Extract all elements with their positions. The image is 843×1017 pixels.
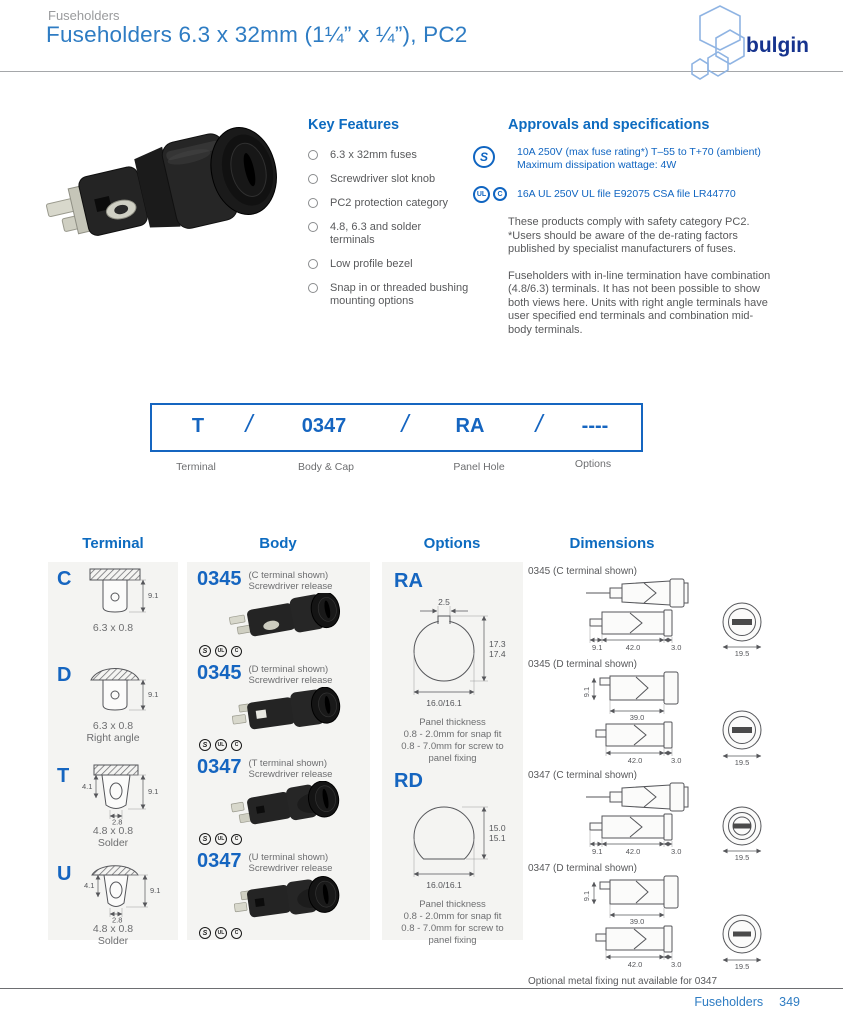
semko-icon: S	[473, 146, 495, 168]
ul-icon: UL	[215, 739, 227, 751]
dim-body: 42.0	[627, 960, 643, 969]
semko-icon: S	[199, 645, 211, 657]
approval-row-semko	[473, 146, 775, 172]
panel-hole-drawing-rd	[392, 795, 514, 895]
option-item-rd	[382, 762, 523, 947]
dim-bezel: 3.0	[671, 643, 682, 652]
approvals-section	[473, 117, 775, 337]
ul-icon: UL	[215, 645, 227, 657]
dimension-drawing	[556, 670, 796, 768]
terminal-panel	[48, 562, 178, 947]
approvals-paragraph: These products comply with safety category PC2. *Users should be aware of the de-rating factors published by specialist manufacturers of fuses.	[508, 216, 750, 255]
dimension-item-0347-c	[528, 770, 835, 861]
feature-text: Low profile bezel	[330, 258, 413, 270]
dim-height-max: 17.3	[488, 639, 506, 649]
bulgin-logo	[672, 4, 832, 90]
column-heading-options: Options	[423, 535, 481, 552]
dimensions-footnote: Optional metal fixing nut available for 0347	[528, 976, 718, 987]
approval-iconbox	[473, 185, 508, 203]
csa-icon: C	[493, 187, 507, 201]
note-line: 0.8 - 7.0mm for screw to	[401, 923, 504, 934]
feature-bullet-icon	[308, 259, 318, 269]
body-note: (C terminal shown)	[248, 570, 329, 581]
feature-bullet-icon	[308, 174, 318, 184]
terminal-size: 4.8 x 0.8	[92, 825, 134, 837]
part-number-label-panel-hole: Panel Hole	[453, 461, 505, 473]
csa-icon: C	[231, 834, 242, 845]
dimension-drawing	[556, 577, 796, 657]
product-photo	[18, 105, 303, 295]
body-code: 0347	[197, 756, 242, 778]
semko-icon: S	[199, 739, 211, 751]
body-product-photo	[218, 875, 350, 923]
dim-tab: 9.1	[582, 686, 591, 698]
terminal-size: 4.8 x 0.8	[92, 923, 134, 935]
key-features-heading: Key Features	[308, 117, 400, 133]
dim-height-min: 15.1	[488, 833, 506, 843]
terminal-code: C	[57, 568, 72, 590]
body-note: (D terminal shown)	[248, 664, 329, 675]
dim-length: 9.1	[148, 787, 159, 796]
csa-icon: C	[231, 740, 242, 751]
brand-name: bulgin	[746, 34, 809, 57]
dim-tab: 9.1	[592, 847, 603, 856]
csa-icon: C	[231, 646, 242, 657]
approvals-heading: Approvals and specifications	[508, 117, 710, 133]
dimension-item-0345-c	[528, 566, 835, 657]
dim-length: 9.1	[150, 886, 161, 895]
body-panel	[187, 562, 370, 940]
body-note-block	[249, 664, 333, 686]
option-item-ra	[382, 562, 523, 762]
ul-icon: UL	[473, 186, 490, 203]
feature-bullet-icon	[308, 222, 318, 232]
column-heading-dimensions: Dimensions	[569, 535, 655, 552]
note-line: 0.8 - 2.0mm for snap fit	[403, 729, 502, 740]
dim-width: 16.0/16.1	[425, 698, 462, 708]
dimension-item-0345-d	[528, 659, 835, 768]
part-number-separator: /	[401, 410, 409, 438]
dim-bezel: 3.0	[671, 847, 682, 856]
note-line: panel fixing	[428, 935, 477, 946]
footer	[694, 995, 800, 1009]
option-code: RA	[394, 570, 423, 592]
dimension-drawing	[556, 874, 796, 972]
spec-line: 16A UL 250V UL file E92075 CSA file LR44770	[517, 188, 736, 200]
feature-bullet-icon	[308, 198, 318, 208]
dim-bezel: 3.0	[671, 756, 682, 765]
part-number-separator: /	[245, 410, 253, 438]
feature-text: Screwdriver slot knob	[330, 173, 436, 185]
body-item-0345-d	[187, 656, 370, 750]
page-title: Fuseholders 6.3 x 32mm (1¼” x ¼”), PC2	[46, 22, 468, 47]
feature-bullet-icon	[308, 150, 318, 160]
body-product-photo	[218, 781, 350, 829]
body-item-0347-u	[187, 844, 370, 938]
terminal-item-d	[48, 660, 178, 759]
dim-body: 42.0	[625, 847, 641, 856]
feature-text: PC2 protection category	[330, 197, 449, 209]
terminal-drawing-t	[70, 761, 180, 825]
panel-thickness-note	[382, 899, 523, 947]
option-code: RD	[394, 770, 423, 792]
body-item-0345-c	[187, 562, 370, 656]
body-release: Screwdriver release	[248, 769, 333, 780]
dim-diameter: 19.5	[734, 758, 750, 767]
note-line: panel fixing	[428, 753, 477, 764]
dim-height-max: 15.0	[488, 823, 506, 833]
note-line: Panel thickness	[419, 717, 486, 728]
dim-length: 9.1	[148, 591, 159, 600]
terminal-item-t	[48, 761, 178, 857]
dimension-drawing	[556, 781, 796, 861]
dimension-label: 0347 (D terminal shown)	[528, 863, 637, 874]
part-number-label-options: Options	[574, 458, 612, 470]
terminal-drawing-d	[74, 660, 178, 720]
dim-shank: 4.1	[84, 881, 95, 890]
dim-body: 42.0	[627, 756, 643, 765]
dim-bezel: 3.0	[671, 960, 682, 969]
dim-shank: 4.1	[82, 782, 93, 791]
bulgin-hexagons-icon	[692, 6, 744, 79]
terminal-style: Solder	[97, 935, 129, 947]
approval-iconbox	[473, 146, 508, 168]
options-panel	[382, 562, 523, 946]
dim-body: 42.0	[625, 643, 641, 652]
dim-diameter: 19.5	[734, 853, 750, 861]
dim-length: 9.1	[148, 690, 159, 699]
spec-line: Maximum dissipation wattage: 4W	[517, 159, 677, 171]
column-heading-body: Body	[259, 535, 297, 552]
dim-height-min: 17.4	[488, 649, 506, 659]
part-number-label-terminal: Terminal	[176, 461, 216, 473]
spec-line: 10A 250V (max fuse rating*) T–55 to T+70 (ambient)	[517, 146, 761, 158]
body-code: 0345	[197, 662, 242, 684]
dimension-label: 0347 (C terminal shown)	[528, 770, 637, 781]
dimension-label: 0345 (C terminal shown)	[528, 566, 637, 577]
body-code: 0345	[197, 568, 242, 590]
part-number-terminal: T	[191, 415, 205, 437]
panel-thickness-note	[382, 717, 523, 765]
feature-text: 6.3 x 32mm fuses	[330, 149, 417, 161]
semko-icon: S	[199, 927, 211, 939]
body-product-photo	[218, 593, 350, 641]
part-number-body: 0347	[301, 415, 347, 437]
terminal-style: Right angle	[86, 732, 140, 744]
terminal-code: T	[57, 765, 70, 787]
dim-tab: 9.1	[592, 643, 603, 652]
terminal-drawing-c	[74, 564, 178, 622]
body-approval-icons	[199, 927, 370, 939]
body-release: Screwdriver release	[248, 675, 333, 686]
note-line: Panel thickness	[419, 899, 486, 910]
terminal-code: D	[57, 664, 72, 686]
csa-icon: C	[231, 928, 242, 939]
feature-text: 4.8, 6.3 and solder terminals	[330, 221, 422, 246]
terminal-style: Solder	[97, 837, 129, 849]
feature-text: Snap in or threaded bushing mounting options	[330, 282, 469, 307]
terminal-code: U	[57, 863, 72, 885]
body-release: Screwdriver release	[248, 581, 333, 592]
body-code: 0347	[197, 850, 242, 872]
panel-hole-drawing-ra	[392, 595, 514, 713]
ul-icon: UL	[215, 927, 227, 939]
breadcrumb: Fuseholders	[48, 8, 120, 23]
footer-page-number: 349	[779, 995, 800, 1009]
body-note-block	[249, 758, 333, 780]
dimension-label: 0345 (D terminal shown)	[528, 659, 637, 670]
dimension-item-0347-d	[528, 863, 835, 972]
body-note-block	[249, 570, 333, 592]
footer-divider	[0, 988, 843, 989]
body-product-photo	[218, 687, 350, 735]
terminal-size: 6.3 x 0.8	[92, 622, 134, 634]
semko-icon: S	[199, 833, 211, 845]
footer-section: Fuseholders	[694, 995, 764, 1009]
dim-notch: 2.5	[437, 597, 450, 607]
feature-bullet-icon	[308, 283, 318, 293]
part-number-options: ----	[581, 415, 609, 437]
body-note: (T terminal shown)	[248, 758, 327, 769]
dim-tab: 9.1	[582, 890, 591, 902]
body-release: Screwdriver release	[248, 863, 333, 874]
dim-width: 2.8	[112, 817, 123, 825]
dimensions-column	[528, 566, 835, 987]
part-number-panel-hole: RA	[455, 415, 485, 437]
dim-width: 2.8	[112, 915, 123, 923]
body-note: (U terminal shown)	[248, 852, 329, 863]
dim-diameter: 19.5	[734, 649, 750, 657]
dim-diameter: 19.5	[734, 962, 750, 971]
note-line: 0.8 - 2.0mm for snap fit	[403, 911, 502, 922]
dim-top: 39.0	[629, 713, 645, 722]
terminal-drawing-u	[70, 859, 180, 923]
part-number-label-body-cap: Body & Cap	[297, 461, 355, 473]
column-heading-terminal: Terminal	[82, 535, 144, 552]
body-item-0347-t	[187, 750, 370, 844]
dim-width: 16.0/16.1	[425, 880, 462, 890]
terminal-item-u	[48, 859, 178, 948]
approval-row-ul-csa	[473, 185, 775, 203]
terminal-item-c	[48, 564, 178, 658]
dim-top: 39.0	[629, 917, 645, 926]
terminal-size: 6.3 x 0.8	[92, 720, 134, 732]
ul-icon: UL	[215, 833, 227, 845]
part-number-separator: /	[535, 410, 543, 438]
approvals-paragraph: Fuseholders with in-line termination have combination (4.8/6.3) terminals. It has not been possible to show both views here. Units with right angle terminals have user specified end terminals and combination mid-body terminals.	[508, 269, 771, 336]
part-number-box	[150, 403, 643, 452]
body-note-block	[249, 852, 333, 874]
note-line: 0.8 - 7.0mm for screw to	[401, 741, 504, 752]
